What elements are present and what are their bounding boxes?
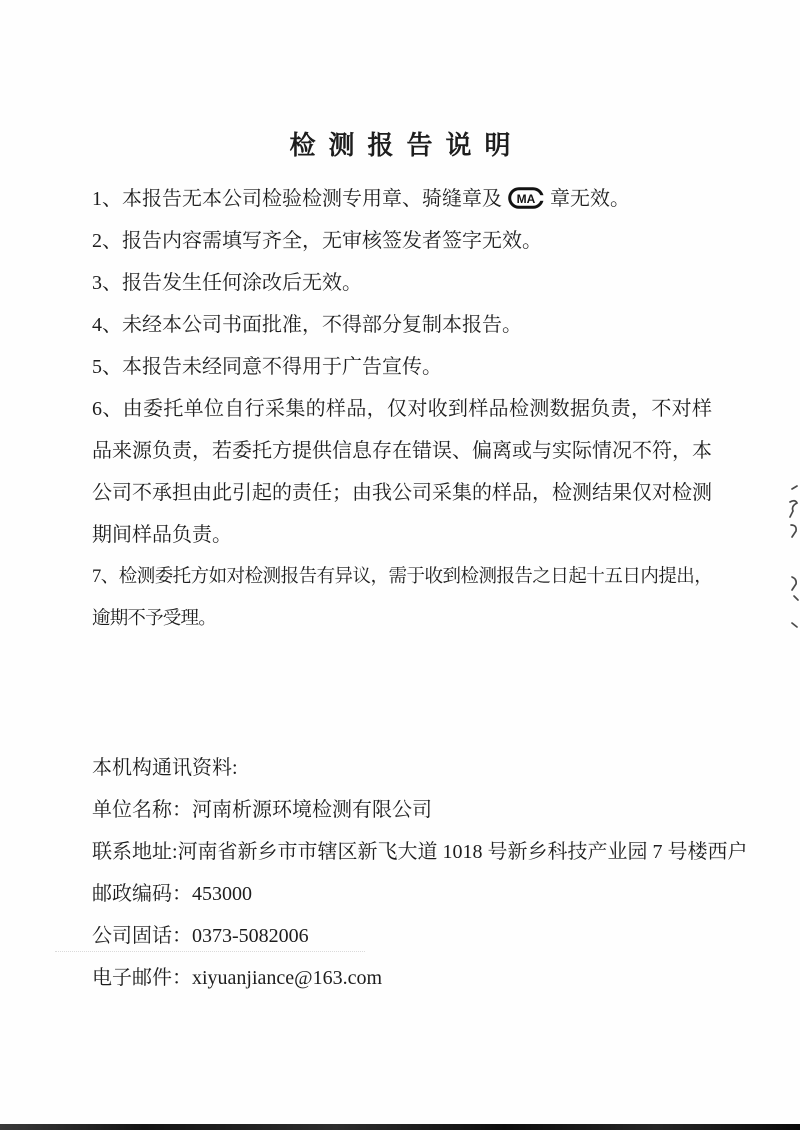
contact-row-postcode	[92, 873, 740, 915]
scan-bottom-edge	[0, 1124, 800, 1130]
address-value: 河南省新乡市市辖区新飞大道 1018 号新乡科技产业园 7 号楼西户	[177, 841, 748, 863]
note-1-text-pre: 1、本报告无本公司检验检测专用章、骑缝章及	[92, 188, 502, 210]
contact-row-company	[92, 789, 740, 831]
email-value: xiyuanjiance@163.com	[192, 967, 383, 989]
note-item-5: 5、本报告未经同意不得用于广告宣传。	[92, 356, 442, 378]
scan-streak-artifact	[55, 951, 365, 952]
company-value: 河南析源环境检测有限公司	[192, 799, 432, 821]
phone-label: 公司固话：	[92, 925, 192, 947]
cma-accreditation-mark-icon	[508, 187, 544, 209]
address-label: 联系地址:	[92, 841, 178, 863]
page-title: 检测报告说明	[289, 131, 524, 160]
company-label: 单位名称：	[92, 799, 192, 821]
email-label: 电子邮件：	[92, 967, 192, 989]
note-item-4: 4、未经本公司书面批准，不得部分复制本报告。	[92, 314, 522, 336]
svg-text:MA: MA	[516, 192, 536, 206]
note-1-text-post: 章无效。	[550, 188, 630, 210]
note-item-7: 7、检测委托方如对检测报告有异议，需于收到检测报告之日起十五日内提出，逾期不予受理。	[92, 567, 712, 629]
note-item-1	[92, 178, 712, 220]
note-item-2: 2、报告内容需填写齐全，无审核签发者签字无效。	[92, 230, 542, 252]
contact-row-address	[92, 831, 748, 873]
postcode-value: 453000	[192, 883, 252, 905]
phone-value: 0373-5082006	[192, 925, 309, 947]
scan-edge-artifact-marks	[783, 482, 800, 634]
note-item-6: 6、由委托单位自行采集的样品，仅对收到样品检测数据负责，不对样品来源负责，若委托方提供信息存在错误、偏离或与实际情况不符，本公司不承担由此引起的责任；由我公司采集的样品，检测结果仅对检测期间样品负责。	[92, 398, 712, 546]
note-item-3: 3、报告发生任何涂改后无效。	[92, 272, 362, 294]
contact-row-email	[92, 957, 740, 999]
notes-list	[92, 178, 712, 640]
contact-heading: 本机构通讯资料:	[92, 757, 238, 779]
postcode-label: 邮政编码：	[92, 883, 192, 905]
contact-section	[92, 747, 748, 999]
